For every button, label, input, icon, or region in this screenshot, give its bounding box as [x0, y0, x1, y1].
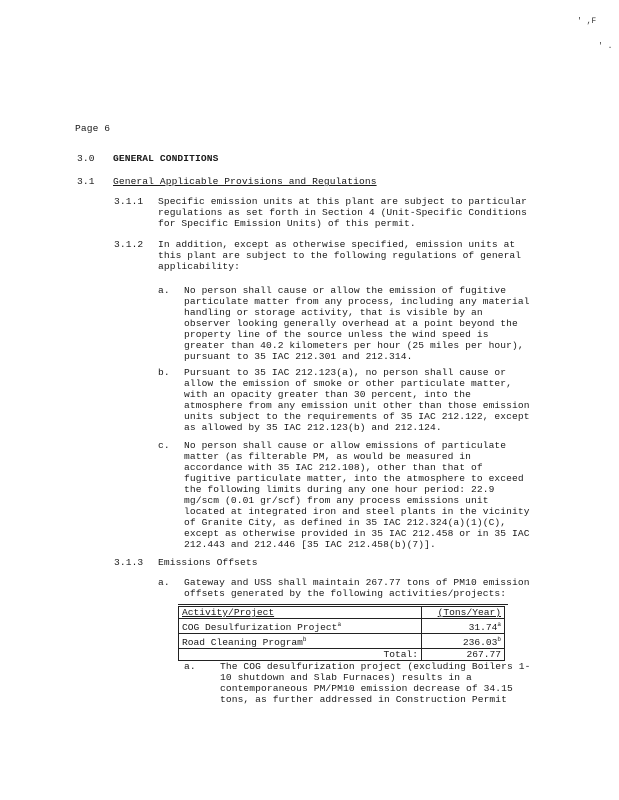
item-a-line: handling or storage activity, that is visible by an [184, 307, 483, 318]
item-c-line: mg/scm (0.01 gr/scf) from any process emissions unit [184, 495, 489, 506]
item-c-line: matter (as filterable PM, as would be measured in [184, 451, 472, 462]
item-b-line: units subject to the requirements of 35 IAC 212.122, except [184, 411, 530, 422]
item-b-label: b. [158, 367, 170, 378]
item-c-label: c. [158, 440, 170, 451]
corner-mark-top: ' ,F [577, 17, 597, 26]
item-c-line: of Granite City, as defined in 35 IAC 212.324(a)(1)(C), [184, 517, 507, 528]
footnote-line: tons, as further addressed in Construction Permit [220, 694, 508, 705]
item-c-line: No person shall cause or allow emissions of particulate [184, 440, 507, 451]
paragraph-3-1-1-line: regulations as set forth in Section 4 (Unit-Specific Conditions [158, 207, 528, 218]
table-top-rule [178, 604, 508, 605]
item-c-line: the following limits during any one hour period: 22.9 [184, 484, 495, 495]
paragraph-3-1-1-line: Specific emission units at this plant are subject to particular [158, 196, 528, 207]
table-row [179, 619, 505, 634]
table-cell-tons: 31.74$^a$ [422, 619, 505, 634]
item-a-line: No person shall cause or allow the emission of fugitive [184, 285, 507, 296]
footnote-line: The COG desulfurization project (excluding Boilers 1- [220, 661, 531, 672]
table-row [179, 634, 505, 649]
item-b-line: atmosphere from any emission unit other than those emission [184, 400, 530, 411]
corner-mark-second: ' . [598, 42, 613, 51]
table-total-row [179, 649, 505, 661]
footnote-line: 10 shutdown and Slab Furnaces) results in a [220, 672, 472, 683]
section-number: 3.0 [77, 153, 95, 164]
emission-offsets-table [178, 606, 505, 661]
item-c-line: 212.443 and 212.446 [35 IAC 212.458(b)(7)]. [184, 539, 436, 550]
paragraph-3-1-1-line: for Specific Emission Units) of this permit. [158, 218, 416, 229]
item-a-line: pursuant to 35 IAC 212.301 and 212.314. [184, 351, 413, 362]
paragraph-3-1-3-title: Emissions Offsets [158, 557, 258, 568]
paragraph-3-1-2-line: In addition, except as otherwise specified, emission units at [158, 239, 516, 250]
item-c-line: fugitive particulate matter, into the atmosphere to exceed [184, 473, 524, 484]
item-a-label: a. [158, 285, 170, 296]
subsection-number: 3.1 [77, 176, 95, 187]
item-c-line: located at integrated iron and steel plants in the vicinity [184, 506, 530, 517]
table-header-tons: (Tons/Year) [422, 607, 505, 619]
page-label: Page 6 [75, 123, 111, 134]
offset-a-label: a. [158, 577, 170, 588]
item-b-line: as allowed by 35 IAC 212.123(b) and 212.124. [184, 422, 442, 433]
table-header-row [179, 607, 505, 619]
offset-a-line: Gateway and USS shall maintain 267.77 tons of PM10 emission [184, 577, 530, 588]
subsection-title: General Applicable Provisions and Regulations [113, 176, 377, 187]
table-total-value: 267.77 [422, 649, 505, 661]
item-a-line: property line of the source unless the wind speed is [184, 329, 489, 340]
item-a-line: particulate matter from any process, including any material [184, 296, 530, 307]
section-title: GENERAL CONDITIONS [113, 153, 219, 164]
paragraph-3-1-2-number: 3.1.2 [114, 239, 144, 250]
table-cell-activity: COG Desulfurization Project$^a$ [179, 619, 422, 634]
item-b-line: Pursuant to 35 IAC 212.123(a), no person shall cause or [184, 367, 507, 378]
table-total-label: Total: [179, 649, 422, 661]
item-a-line: observer looking generally overhead at a point beyond the [184, 318, 518, 329]
item-b-line: with an opacity greater than 30 percent, into the [184, 389, 472, 400]
paragraph-3-1-3-number: 3.1.3 [114, 557, 144, 568]
paragraph-3-1-1-number: 3.1.1 [114, 196, 144, 207]
table-cell-tons: 236.03$^b$ [422, 634, 505, 649]
item-b-line: allow the emission of smoke or other particulate matter, [184, 378, 513, 389]
table-cell-activity: Road Cleaning Program$^b$ [179, 634, 422, 649]
footnote-line: contemporaneous PM/PM10 emission decrease of 34.15 [220, 683, 513, 694]
paragraph-3-1-2-line: this plant are subject to the following regulations of general [158, 250, 522, 261]
item-c-line: except as otherwise provided in 35 IAC 212.458 or in 35 IAC [184, 528, 530, 539]
paragraph-3-1-2-line: applicability: [158, 261, 241, 272]
item-c-line: accordance with 35 IAC 212.108), other than that of [184, 462, 483, 473]
footnote-mark: a. [184, 661, 196, 672]
table-header-activity: Activity/Project [179, 607, 422, 619]
item-a-line: greater than 40.2 kilometers per hour (25 miles per hour), [184, 340, 524, 351]
offset-a-line: offsets generated by the following activities/projects: [184, 588, 507, 599]
